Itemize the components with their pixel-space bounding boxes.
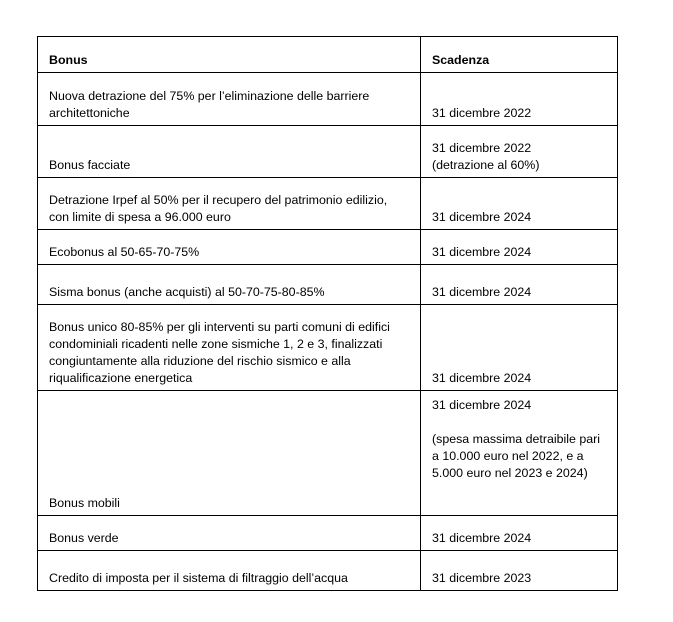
table-row — [38, 305, 618, 391]
scadenza-note: (spesa massima detraibile pari a 10.000 euro nel 2022, e a 5.000 euro nel 2023 e 2024) — [432, 432, 601, 480]
table-row — [38, 516, 618, 551]
bonus-cell: Bonus unico 80-85% per gli interventi su parti comuni di edifici condominiali ricadenti nelle zone sismiche 1, 2 e 3, finalizzati congiuntamente alla riduzione del rischio sismico e alla riqualificazione energetica — [38, 305, 421, 391]
table-row — [38, 230, 618, 265]
bonus-cell: Nuova detrazione del 75% per l’eliminazione delle barriere architettoniche — [38, 73, 421, 126]
scadenza-note: (detrazione al 60%) — [432, 158, 540, 172]
scadenza-cell: 31 dicembre 2024 — [421, 230, 618, 265]
header-scadenza: Scadenza — [421, 37, 618, 73]
scadenza-cell: 31 dicembre 2022 — [421, 73, 618, 126]
table-body — [38, 73, 618, 591]
scadenza-cell: 31 dicembre 2024 — [421, 516, 618, 551]
scadenza-date: 31 dicembre 2022 — [432, 141, 532, 155]
bonus-cell: Sisma bonus (anche acquisti) al 50-70-75-80-85% — [38, 265, 421, 305]
bonus-cell: Credito di imposta per il sistema di filtraggio dell’acqua — [38, 551, 421, 591]
scadenza-cell: 31 dicembre 2024 — [421, 305, 618, 391]
table-row — [38, 126, 618, 178]
scadenza-cell — [421, 391, 618, 516]
spacer — [432, 414, 606, 431]
header-bonus: Bonus — [38, 37, 421, 73]
header-row — [38, 37, 618, 73]
bonus-cell: Bonus mobili — [38, 391, 421, 516]
bonus-deadline-table — [37, 36, 618, 591]
scadenza-cell: 31 dicembre 2024 — [421, 265, 618, 305]
scadenza-cell: 31 dicembre 2023 — [421, 551, 618, 591]
table-row — [38, 391, 618, 516]
table-row — [38, 73, 618, 126]
scadenza-cell — [421, 126, 618, 178]
table-row — [38, 265, 618, 305]
bonus-cell: Ecobonus al 50-65-70-75% — [38, 230, 421, 265]
scadenza-cell: 31 dicembre 2024 — [421, 178, 618, 230]
bonus-cell: Bonus facciate — [38, 126, 421, 178]
scadenza-date: 31 dicembre 2024 — [432, 398, 532, 412]
bonus-cell: Bonus verde — [38, 516, 421, 551]
bonus-cell: Detrazione Irpef al 50% per il recupero del patrimonio edilizio, con limite di spesa a 96.000 euro — [38, 178, 421, 230]
table-row — [38, 178, 618, 230]
table-header — [38, 37, 618, 73]
table-row — [38, 551, 618, 591]
